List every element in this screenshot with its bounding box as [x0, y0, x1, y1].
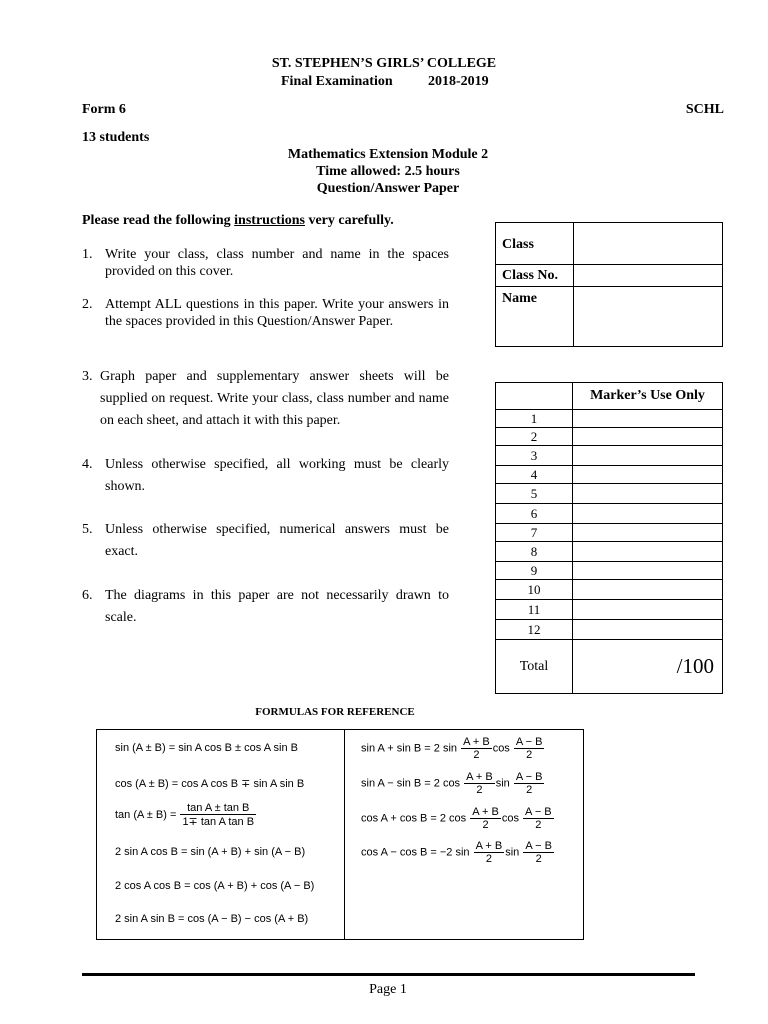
fraction-den: 2	[473, 749, 480, 761]
instruction-text: Graph paper and supplementary answer sheets will be supplied on request. Write your class, class number and name on each sheet, and attach it with this paper.	[100, 369, 449, 428]
page-number: Page 1	[369, 982, 407, 997]
time-allowed: Time allowed: 2.5 hours	[316, 164, 460, 179]
instruction-number: 5.	[82, 522, 93, 537]
student-count: 13 students	[82, 130, 150, 145]
mark-cell[interactable]	[573, 484, 723, 504]
question-number: 7	[496, 524, 573, 542]
fraction-num: A − B	[525, 840, 552, 852]
fraction-num: A − B	[525, 806, 552, 818]
tan-lhs: tan (A ± B) =	[115, 808, 177, 821]
instruction-item	[82, 246, 449, 282]
question-number: 1	[496, 410, 573, 428]
class-no-field[interactable]	[574, 265, 723, 287]
instruction-number: 6.	[82, 588, 93, 603]
question-number: 11	[496, 600, 573, 620]
instruction-number: 3.	[82, 369, 93, 384]
class-label: Class	[496, 223, 574, 265]
fraction-den: 2	[526, 749, 533, 761]
marker-heading: Marker’s Use Only	[573, 383, 723, 410]
formula-cos-plus-cos	[361, 806, 555, 831]
fraction-num: A − B	[515, 771, 543, 783]
mark-cell[interactable]	[573, 466, 723, 484]
question-number: 10	[496, 580, 573, 600]
mark-cell[interactable]	[573, 446, 723, 466]
formula-sin-plus-sin	[361, 736, 545, 761]
tan-denominator: 1∓ tan A tan B	[182, 816, 255, 828]
formula-prefix: cos A − cos B = −2 sin	[361, 846, 470, 859]
fraction-den: 2	[476, 784, 483, 796]
question-number: 4	[496, 466, 573, 484]
fraction-num: A + B	[472, 806, 499, 818]
instructions-heading-post: very carefully.	[304, 213, 394, 228]
instruction-text: Unless otherwise specified, all working must be clearly shown.	[105, 457, 449, 494]
instruction-text: Attempt ALL questions in this paper. Write your answers in the spaces provided in this Question/Answer Paper.	[105, 297, 449, 329]
fraction-den: 2	[526, 784, 533, 796]
instruction-number: 4.	[82, 457, 93, 472]
fraction	[470, 806, 501, 831]
mark-cell[interactable]	[573, 428, 723, 446]
formula-mid: cos	[492, 742, 510, 755]
subject-code: SCHL	[685, 102, 724, 117]
fraction-den: 2	[482, 819, 489, 831]
class-field[interactable]	[574, 223, 723, 265]
formula-2cos-cos: 2 cos A cos B = cos (A + B) + cos (A − B)	[115, 880, 315, 892]
formula-2sin-cos: 2 sin A cos B = sin (A + B) + sin (A − B)	[115, 846, 306, 858]
question-number: 2	[496, 428, 573, 446]
mark-cell[interactable]	[573, 620, 723, 640]
formula-sin-sum: sin (A ± B) = sin A cos B ± cos A sin B	[115, 742, 298, 754]
fraction	[464, 771, 495, 796]
fraction	[523, 806, 554, 831]
instruction-item	[82, 296, 449, 348]
instruction-number: 2.	[82, 297, 93, 312]
footer-rule	[82, 973, 695, 976]
instruction-text: Write your class, class number and name in the spaces provided on this cover.	[105, 247, 449, 279]
name-label: Name	[496, 287, 574, 347]
question-number: 3	[496, 446, 573, 466]
instruction-item	[82, 519, 449, 563]
fraction-num: A + B	[463, 736, 490, 748]
fraction	[461, 736, 492, 761]
fraction-num: A + B	[466, 771, 493, 783]
tan-numerator: tan A ± tan B	[180, 802, 256, 815]
question-number: 12	[496, 620, 573, 640]
formula-prefix: sin A + sin B = 2 sin	[361, 742, 458, 755]
fraction	[514, 736, 545, 761]
total-value: /100	[573, 640, 723, 694]
class-no-label: Class No.	[496, 265, 574, 287]
candidate-info-table	[495, 222, 723, 347]
fraction-num: A − B	[515, 736, 543, 748]
mark-cell[interactable]	[573, 524, 723, 542]
instruction-text: Unless otherwise specified, numerical answers must be exact.	[105, 522, 449, 559]
mark-cell[interactable]	[573, 504, 723, 524]
tan-fraction	[180, 802, 256, 828]
fraction	[514, 771, 545, 796]
instructions-heading-underlined: instructions	[234, 213, 305, 228]
marker-table	[495, 382, 723, 694]
formula-mid: sin	[495, 777, 510, 790]
formula-prefix: sin A − sin B = 2 cos	[361, 777, 461, 790]
subject-title: Mathematics Extension Module 2	[287, 147, 489, 162]
instruction-item	[82, 585, 449, 629]
instruction-text: The diagrams in this paper are not necessarily drawn to scale.	[105, 588, 449, 625]
formula-mid: cos	[501, 812, 519, 825]
formula-cos-sum: cos (A ± B) = cos A cos B ∓ sin A sin B	[115, 778, 305, 790]
fraction-den: 2	[485, 853, 492, 865]
mark-cell[interactable]	[573, 562, 723, 580]
instructions-heading	[82, 212, 394, 229]
instruction-number: 1.	[82, 247, 93, 262]
mark-cell[interactable]	[573, 542, 723, 562]
formula-cos-minus-cos	[361, 840, 555, 865]
mark-cell[interactable]	[573, 410, 723, 428]
total-label: Total	[496, 640, 573, 694]
formula-box	[96, 729, 584, 940]
marker-corner	[496, 383, 573, 410]
instruction-item	[82, 454, 449, 498]
fraction-den: 2	[535, 853, 542, 865]
formula-mid: sin	[505, 846, 520, 859]
instruction-item	[82, 366, 449, 432]
school-name: ST. STEPHEN’S GIRLS’ COLLEGE	[271, 56, 497, 71]
form-label: Form 6	[82, 102, 126, 117]
fraction	[523, 840, 554, 865]
question-number: 9	[496, 562, 573, 580]
mark-cell[interactable]	[573, 580, 723, 600]
formula-prefix: cos A + cos B = 2 cos	[361, 812, 467, 825]
mark-cell[interactable]	[573, 600, 723, 620]
question-number: 5	[496, 484, 573, 504]
paper-type: Question/Answer Paper	[316, 181, 460, 196]
fraction-num: A + B	[475, 840, 503, 852]
fraction	[474, 840, 505, 865]
exam-title: Final Examination	[281, 74, 393, 89]
formula-divider	[344, 730, 345, 939]
question-number: 8	[496, 542, 573, 562]
question-number: 6	[496, 504, 573, 524]
formula-tan-sum	[115, 802, 257, 828]
name-field[interactable]	[574, 287, 723, 347]
exam-year: 2018-2019	[428, 74, 489, 89]
formula-sin-minus-sin	[361, 771, 545, 796]
formulas-title: FORMULAS FOR REFERENCE	[255, 706, 415, 718]
instructions-heading-pre: Please read the following	[82, 213, 235, 228]
formula-2sin-sin: 2 sin A sin B = cos (A − B) − cos (A + B)	[115, 913, 309, 925]
fraction-den: 2	[535, 819, 542, 831]
